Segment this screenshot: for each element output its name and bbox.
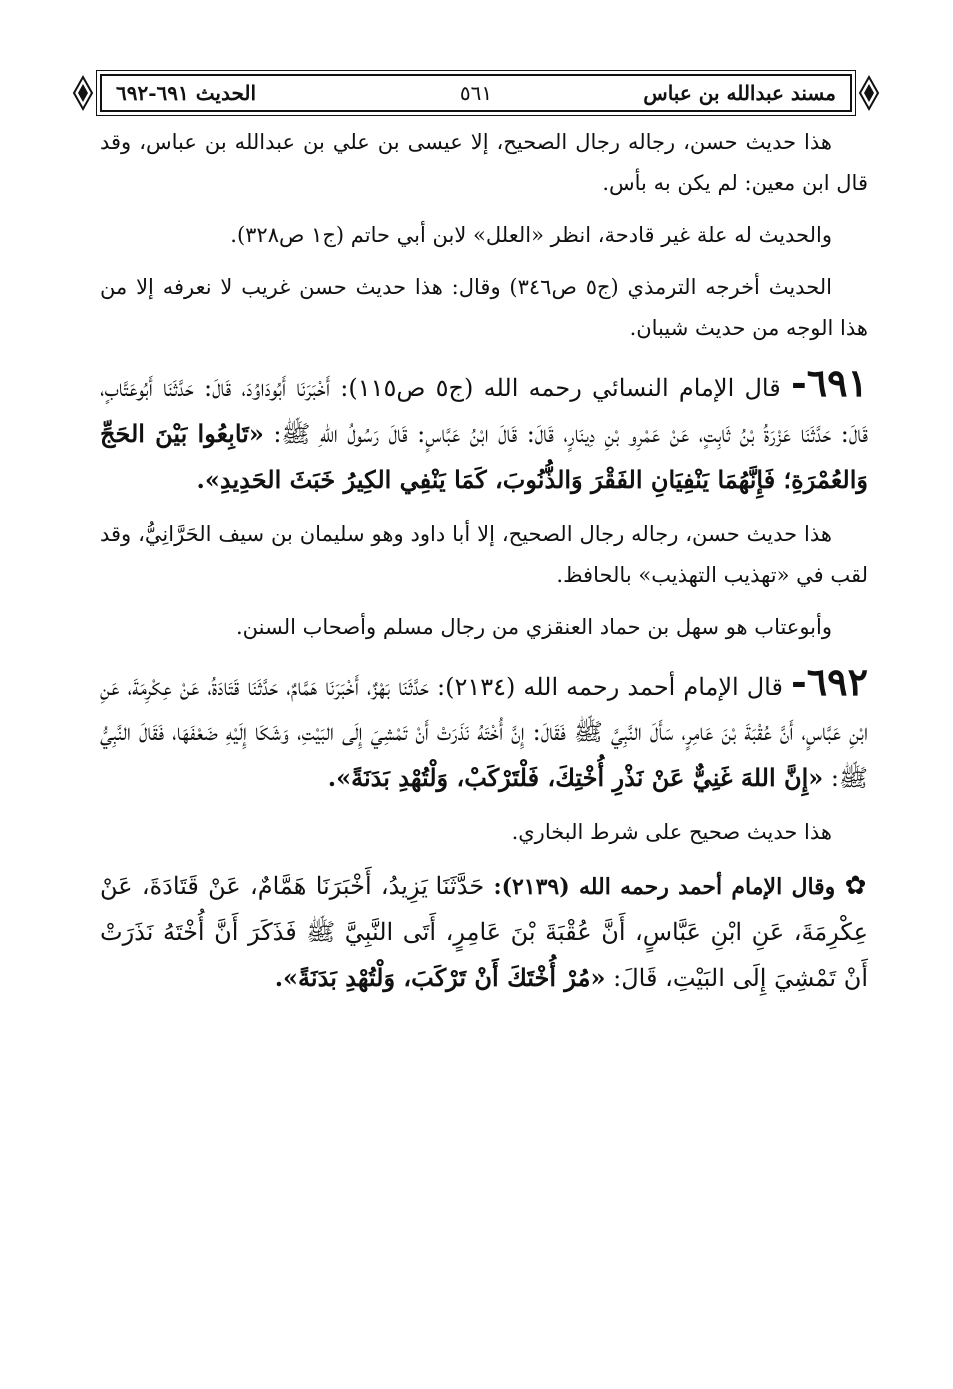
hadith-691 <box>100 360 868 503</box>
hadith-intro: قال الإمام النسائي رحمه الله (ج٥ ص١١٥): <box>340 374 781 402</box>
ornament-right-icon <box>858 74 880 112</box>
hadith-chain: أَخْبَرَنَا أَبُودَاوُدَ، قَالَ: حَدَّثَنَا أَبُوعَتَّابٍ، قَالَ: حَدَّثَنَا عَزْرَةُ بْنُ ثَابِتٍ، عَنْ عَمْرِو بْنِ دِينَارٍ، قَالَ: قَالَ ابْنُ عَبَّاسٍ: قَالَ رَسُولُ اللهِ ﷺ: <box>100 374 868 448</box>
hadith-number: ٦٩٢- <box>790 659 868 704</box>
hadith-text: «مُرْ أُخْتَكَ أَنْ تَرْكَبَ، وَلْتُهْدِ بَدَنَةً». <box>274 963 606 992</box>
page-header <box>72 70 880 116</box>
flower-bullet-icon: ✿ <box>844 871 868 901</box>
hadith-692 <box>100 659 868 801</box>
hadith-text: «تَابِعُوا بَيْنَ الحَجِّ وَالعُمْرَةِ؛ فَإِنَّهُمَا يَنْفِيَانِ الفَقْرَ وَالذُّنُوبَ، كَمَا يَنْفِي الكِيرُ خَبَثَ الحَدِيدِ». <box>100 419 868 494</box>
hadith-text: «إِنَّ اللهَ غَنِيٌّ عَنْ نَذْرِ أُخْتِكَ، فَلْتَرْكَبْ، وَلْتُهْدِ بَدَنَةً». <box>327 763 824 792</box>
tirmidhi-note: الحديث أخرجه الترمذي (ج٥ ص٣٤٦) وقال: هذا حديث حسن غريب لا نعرفه إلا من هذا الوجه من حديث شيبان. <box>100 275 868 340</box>
grading-note-691: هذا حديث حسن، رجاله رجال الصحيح، إلا أبا داود وهو سليمان بن سيف الحَرَّانِيُّ، وقد لقب في «تهذيب التهذيب» بالحافظ. <box>100 522 868 587</box>
page-number: ٥٦١ <box>459 81 493 105</box>
grading-note-692: هذا حديث صحيح على شرط البخاري. <box>511 820 832 844</box>
illness-note: والحديث له علة غير قادحة، انظر «العلل» لابن أبي حاتم (ج١ ص٣٢٨). <box>230 223 832 247</box>
page-body <box>100 122 868 1001</box>
book-title: مسند عبدالله بن عباس <box>643 81 836 105</box>
hadith-chain: حَدَّثَنَا بَهْزٌ، أَخْبَرَنَا هَمَّامٌ، حَدَّثَنَا قَتَادَةُ، عَنْ عِكْرِمَةَ، عَنِ ابْنِ عَبَّاسٍ، أَنَّ عُقْبَةَ بْنَ عَامِرٍ، سَأَلَ النَّبِيَّ ﷺ فَقَالَ: إِنَّ أُخْتَهُ نَذَرَتْ أَنْ تَمْشِيَ إِلَى البَيْتِ، وَشَكَا إِلَيْهِ ضَعْفَهَا، فَقَالَ النَّبِيُّ ﷺ: <box>100 673 868 792</box>
ornament-left-icon <box>72 74 94 112</box>
header-frame <box>100 74 852 112</box>
hadith-chain: حَدَّثَنَا يَزِيدُ، أَخْبَرَنَا هَمَّامٌ، عَنْ قَتَادَةَ، عَنْ عِكْرِمَةَ، عَنِ ابْنِ عَبَّاسٍ، أَنَّ عُقْبَةَ بْنَ عَامِرٍ، أَتَى النَّبِيَّ ﷺ فَذَكَرَ أَنَّ أُخْتَهُ نَذَرَتْ أَنْ تَمْشِيَ إِلَى البَيْتِ، قَالَ: <box>100 872 868 992</box>
narrator-note: وأبوعتاب هو سهل بن حماد العنقزي من رجال مسلم وأصحاب السنن. <box>235 615 832 639</box>
hadith-692-second-route <box>100 864 868 1001</box>
grading-note-1: هذا حديث حسن، رجاله رجال الصحيح، إلا عيسى بن علي بن عبدالله بن عباس، وقد قال ابن معين: لم يكن به بأس. <box>100 130 868 195</box>
hadith-number: ٦٩١- <box>790 360 868 405</box>
hadith-range: الحديث ٦٩١-٦٩٢ <box>116 81 257 105</box>
hadith-intro: وقال الإمام أحمد رحمه الله (٢١٣٩): <box>493 874 836 900</box>
hadith-intro: قال الإمام أحمد رحمه الله (٢١٣٤): <box>436 673 783 701</box>
